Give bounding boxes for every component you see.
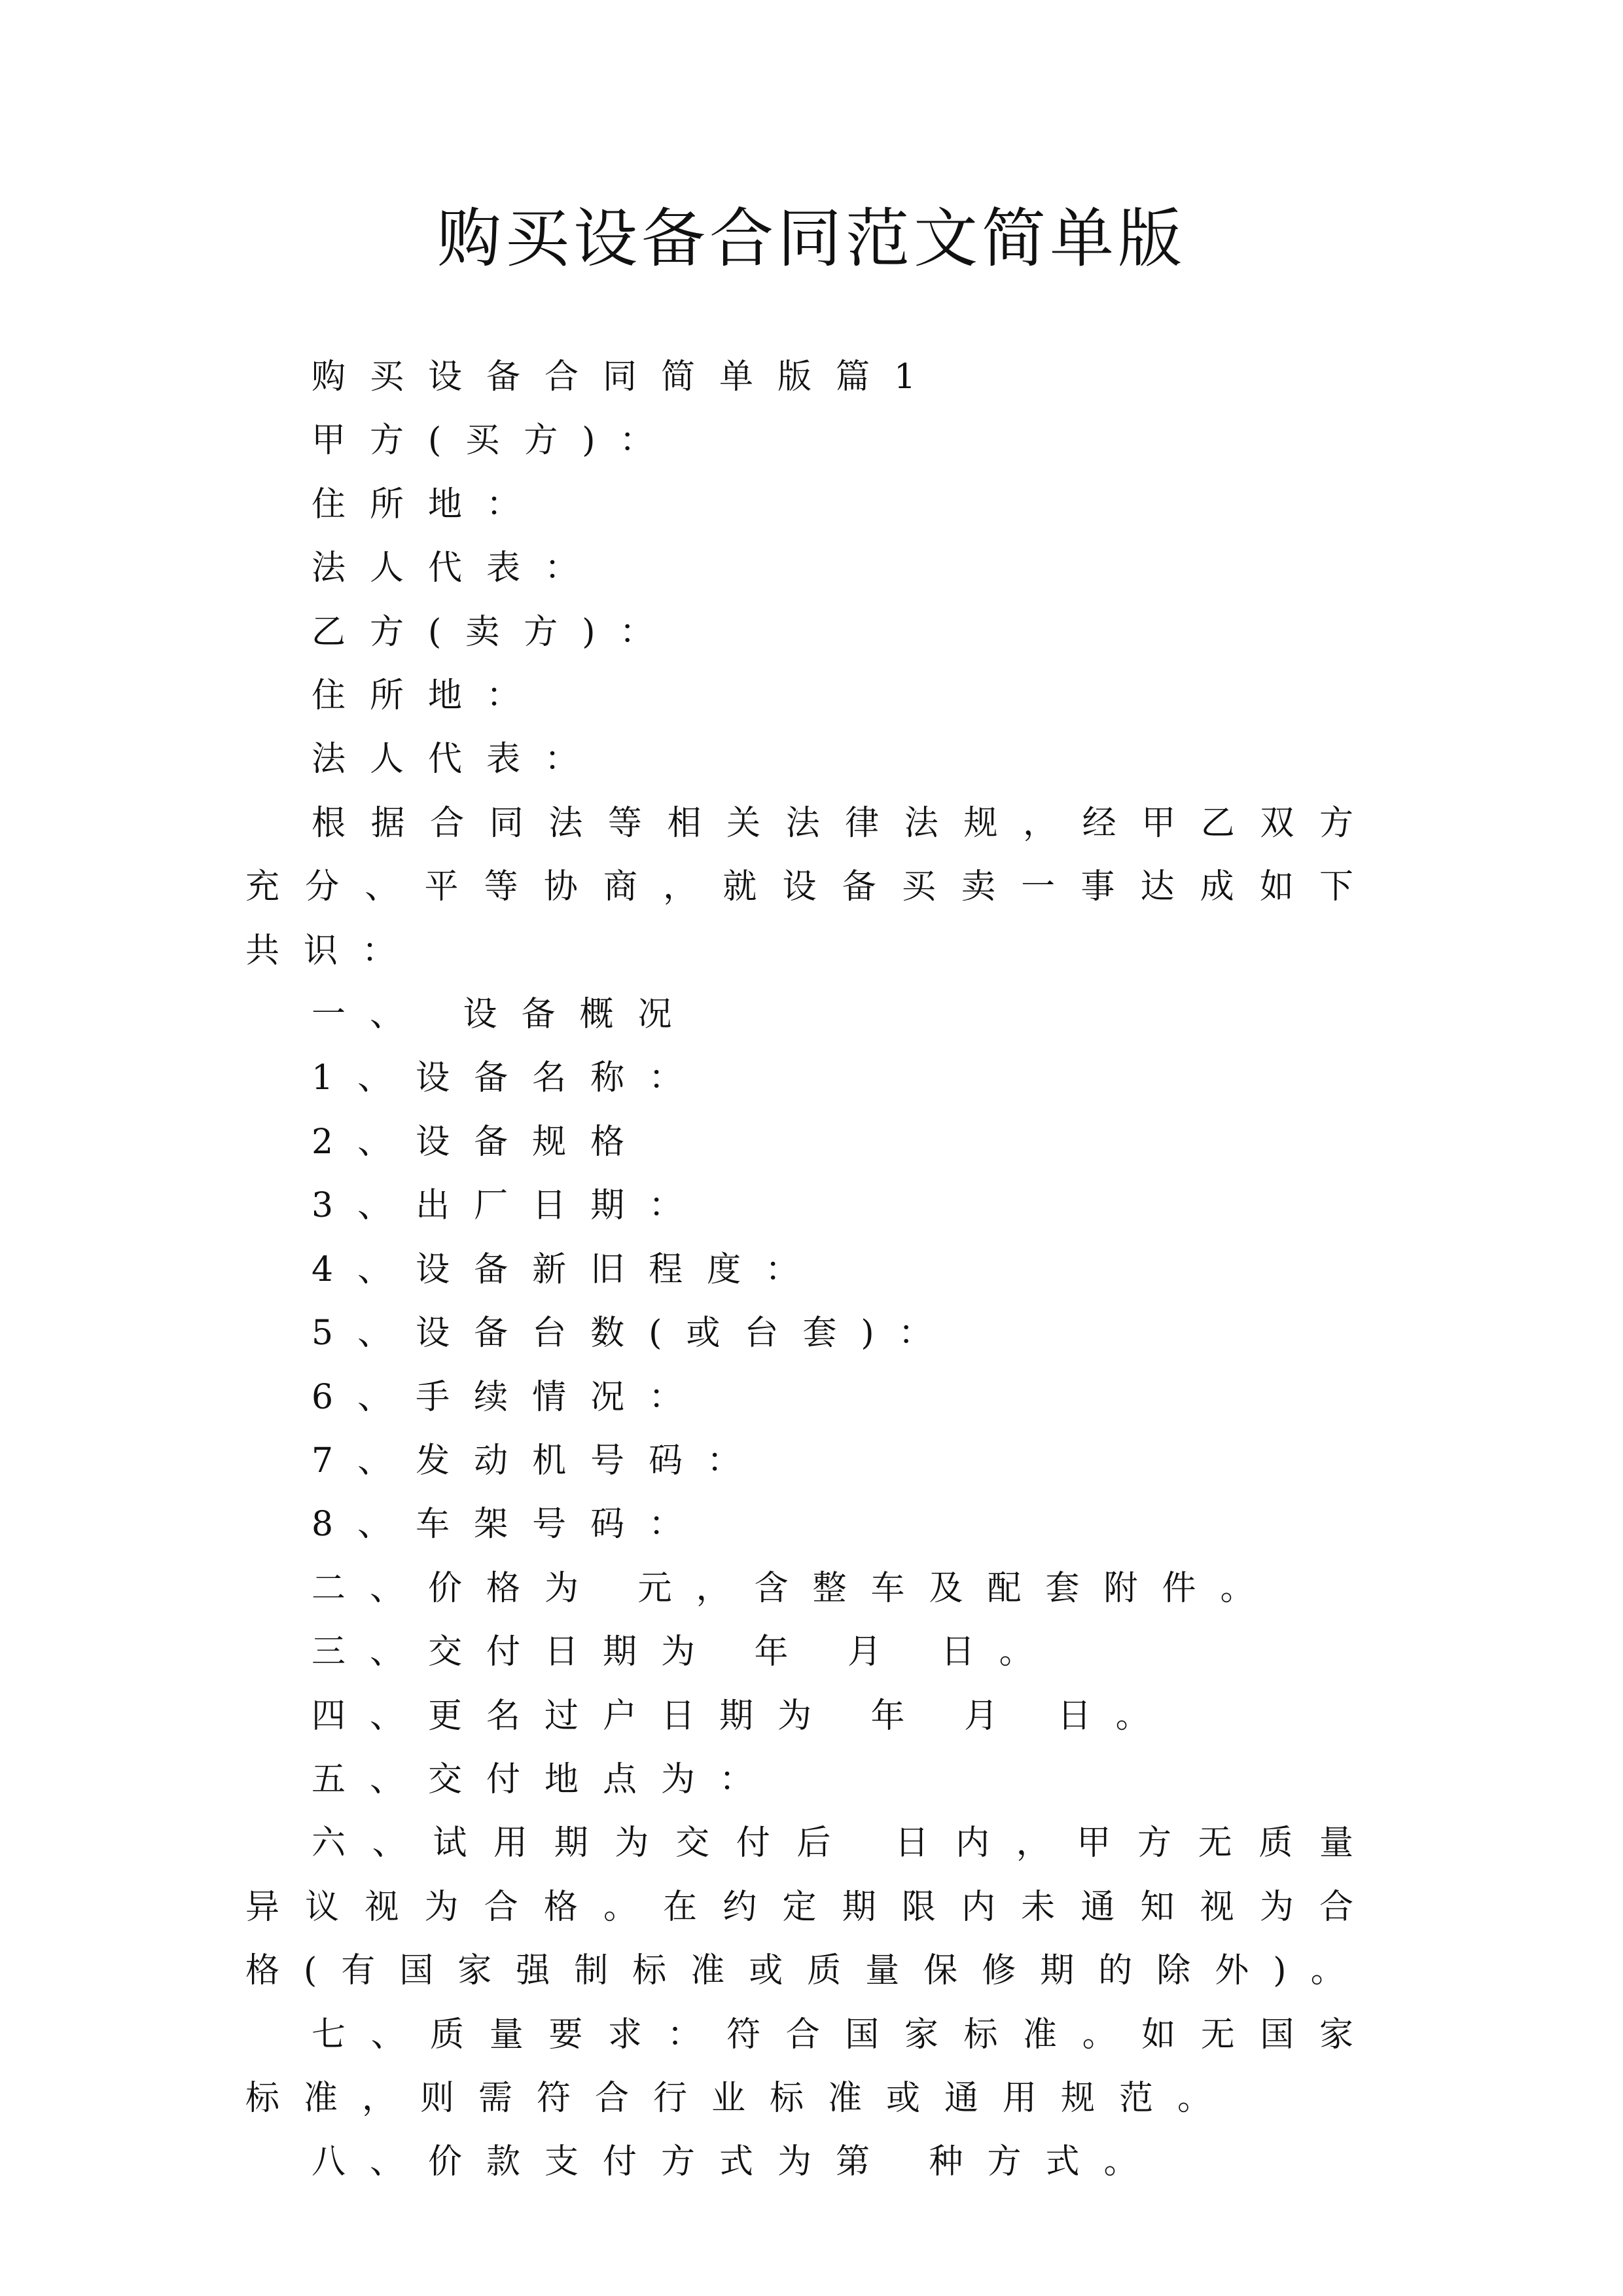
- paragraph: 住所地：: [312, 676, 545, 716]
- paragraph: 七、质量要求：符合国家标准。如无国家标准，则需符合行业标准或通用规范。: [245, 2015, 1378, 2118]
- paragraph: 二、价格为 元，含整车及配套附件。: [312, 1568, 1279, 1608]
- paragraph: 1、设备名称：: [312, 1058, 707, 1098]
- paragraph: 购买设备合同简单版篇1: [312, 357, 940, 397]
- paragraph: 甲方(买方)：: [312, 421, 678, 461]
- document-title: 购买设备合同范文简单版: [437, 202, 1186, 276]
- paragraph: 乙方(卖方)：: [312, 612, 678, 652]
- paragraph: 法人代表：: [312, 740, 603, 780]
- paragraph: 5、设备台数(或台套)：: [312, 1314, 957, 1354]
- paragraph: 法人代表：: [312, 548, 603, 588]
- paragraph: 7、发动机号码：: [312, 1441, 766, 1480]
- paragraph: 六、试用期为交付后 日内，甲方无质量异议视为合格。在约定期限内未通知视为合格(有国家强制标准或质量保修期的除外)。: [245, 1823, 1378, 1991]
- paragraph: 8、车架号码：: [312, 1505, 707, 1545]
- paragraph: 五、交付地点为：: [312, 1759, 778, 1799]
- paragraph: 三、交付日期为 年 月 日。: [312, 1632, 1058, 1672]
- paragraph: 住所地：: [312, 484, 545, 524]
- paragraph: 四、更名过户日期为 年 月 日。: [312, 1696, 1174, 1736]
- paragraph: 八、价款支付方式为第 种方式。: [312, 2142, 1162, 2182]
- paragraph: 4、设备新旧程度：: [312, 1249, 824, 1289]
- document-body: [245, 346, 1378, 2195]
- paragraph: 根据合同法等相关法律法规，经甲乙双方充分、平等协商，就设备买卖一事达成如下共识：: [245, 803, 1378, 971]
- paragraph: 6、手续情况：: [312, 1377, 707, 1417]
- paragraph: 3、出厂日期：: [312, 1186, 707, 1226]
- paragraph: 一、 设备概况: [312, 995, 696, 1035]
- paragraph: 2、设备规格: [312, 1122, 649, 1162]
